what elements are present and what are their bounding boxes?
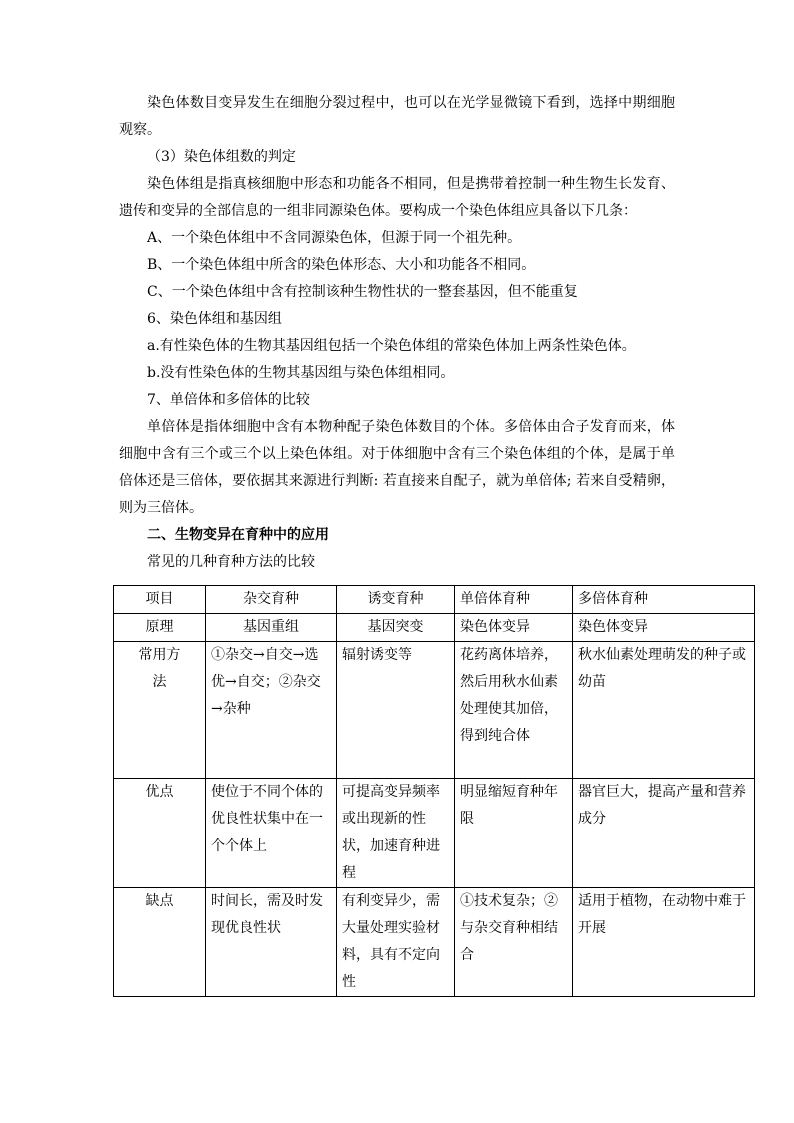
table-row <box>114 642 755 779</box>
table-cell: 使位于不同个体的优良性状集中在一个个体上 <box>206 779 337 888</box>
table-row <box>114 779 755 888</box>
header-cell: 项目 <box>114 586 206 614</box>
paragraph-chromosome-set-definition: 染色体组是指真核细胞中形态和功能各不相同，但是携带着控制一种生物生长发育、遗传和变异的全部信息的一组非同源染色体。要构成一个染色体组应具备以下几条： <box>119 176 675 219</box>
table-cell: 染色体变异 <box>455 614 573 642</box>
genome-item-b: b.没有性染色体的生物其基因组与染色体组相同。 <box>147 365 455 381</box>
table-caption: 常见的几种育种方法的比较 <box>147 554 315 570</box>
paragraph-chromosome-number-variation: 染色体数目变异发生在细胞分裂过程中，也可以在光学显微镜下看到，选择中期细胞观察。 <box>119 95 675 138</box>
document-body <box>119 90 675 576</box>
table-cell: ①技术复杂；②与杂交育种相结合 <box>455 888 573 997</box>
genome-item-a: a.有性染色体的生物其基因组包括一个染色体组的常染色体加上两条性染色体。 <box>147 338 636 354</box>
subheading-haploid-polyploid: 7、单倍体和多倍体的比较 <box>147 392 310 408</box>
row-label-cell: 缺点 <box>114 888 206 997</box>
list-item-a: A、一个染色体组中不含同源染色体，但源于同一个祖先种。 <box>147 230 522 246</box>
subheading-genome: 6、染色体组和基因组 <box>147 311 282 327</box>
table-cell: 可提高变异频率或出现新的性状，加速育种进程 <box>337 779 455 888</box>
table-row <box>114 614 755 642</box>
header-cell: 单倍体育种 <box>455 586 573 614</box>
table-cell: 秋水仙素处理萌发的种子或幼苗 <box>573 642 755 779</box>
table-cell: ①杂交→自交→选优→自交；②杂交→杂种 <box>206 642 337 779</box>
row-label-cell: 原理 <box>114 614 206 642</box>
table-header-row <box>114 586 755 614</box>
breeding-comparison-table <box>113 585 755 997</box>
table-cell: 基因突变 <box>337 614 455 642</box>
row-label-cell: 优点 <box>114 779 206 888</box>
table-cell: 基因重组 <box>206 614 337 642</box>
table-cell: 有利变异少，需大量处理实验材料，具有不定向性 <box>337 888 455 997</box>
list-item-c: C、一个染色体组中含有控制该种生物性状的一整套基因，但不能重复 <box>147 284 578 300</box>
table-cell: 时间长，需及时发现优良性状 <box>206 888 337 997</box>
row-label-cell: 常用方法 <box>114 642 206 779</box>
section-heading-breeding: 二、生物变异在育种中的应用 <box>147 527 329 543</box>
table-cell: 明显缩短育种年限 <box>455 779 573 888</box>
table-cell: 花药离体培养，然后用秋水仙素处理使其加倍，得到纯合体 <box>455 642 573 779</box>
table-cell: 染色体变异 <box>573 614 755 642</box>
subheading-chromosome-set-count: （3）染色体组数的判定 <box>147 149 296 165</box>
header-cell: 诱变育种 <box>337 586 455 614</box>
table-cell: 辐射诱变等 <box>337 642 455 779</box>
header-cell: 杂交育种 <box>206 586 337 614</box>
table-cell: 器官巨大，提高产量和营养成分 <box>573 779 755 888</box>
table-cell: 适用于植物，在动物中难于开展 <box>573 888 755 997</box>
paragraph-haploid-polyploid: 单倍体是指体细胞中含有本物种配子染色体数目的个体。多倍体由合子发育而来，体细胞中含有三个或三个以上染色体组。对于体细胞中含有三个染色体组的个体，是属于单倍体还是三倍体，要依据其来源进行判断: 若直接来自配子，就为单倍体; 若来自受精卵，则为三倍体。 <box>119 419 675 516</box>
table-row <box>114 888 755 997</box>
list-item-b: B、一个染色体组中所含的染色体形态、大小和功能各不相同。 <box>147 257 536 273</box>
header-cell: 多倍体育种 <box>573 586 755 614</box>
